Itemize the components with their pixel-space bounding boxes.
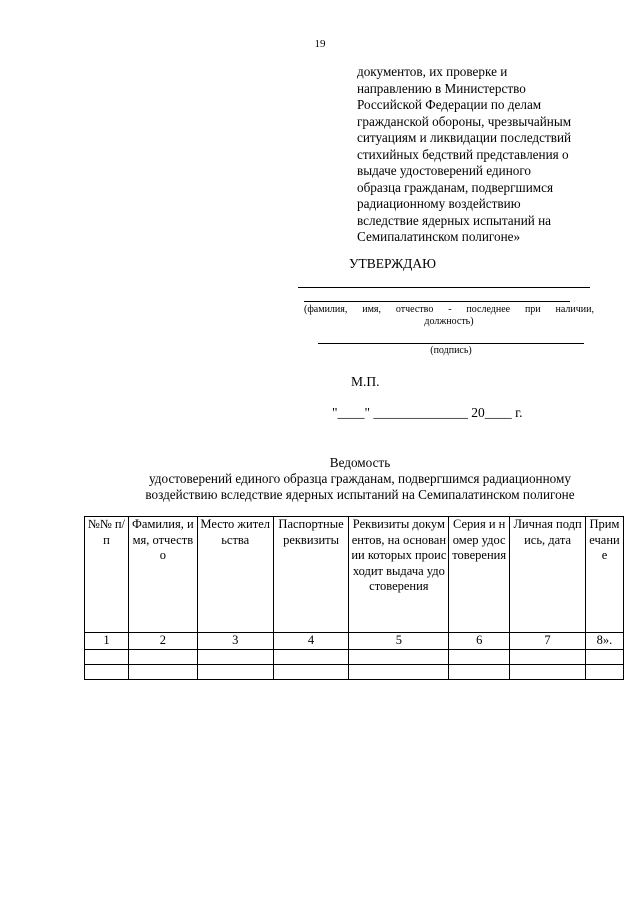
column-number: 5 [349,633,449,650]
register-table [84,516,624,680]
table-header-row [85,517,624,633]
table-cell [85,649,129,664]
fio-caption-word: при [524,304,541,315]
table-cell [273,664,349,679]
column-header: Личная подпись, дата [510,517,586,633]
header-line: радиационному воздействию [357,196,521,211]
fio-line [304,301,570,302]
header-line: выдаче удостоверений единого [357,163,532,178]
fio-caption-word: отчество [395,304,434,315]
column-number: 3 [197,633,273,650]
table-cell [510,664,586,679]
stamp-place: М.П. [351,374,380,389]
column-header: Реквизиты документов, на основании которых происходит выдача удостоверения [349,517,449,633]
page-number: 19 [314,38,326,50]
column-header: Серия и номер удостоверения [449,517,510,633]
fio-caption-word: последнее [466,304,511,315]
fio-caption-word: (фамилия, [304,304,348,315]
table-cell [197,649,273,664]
approve-heading: УТВЕРЖДАЮ [349,256,437,271]
header-line: стихийных бедствий представления о [357,146,569,162]
table-cell [449,649,510,664]
column-number: 1 [85,633,129,650]
table-cell [197,664,273,679]
table-cell [128,664,197,679]
column-header: Паспортные реквизиты [273,517,349,633]
header-line: образца гражданам, подвергшимся [357,179,554,195]
table-cell [349,664,449,679]
header-line: Семипалатинском полигоне» [357,229,521,244]
title-line-1: Ведомость [329,455,391,470]
table-cell [510,649,586,664]
table-cell [85,664,129,679]
signature-caption: (подпись) [430,345,472,356]
table-row [85,649,624,664]
fio-caption-word: наличии, [555,304,594,315]
title-line-2: удостоверений единого образца гражданам, подвергшимся радиационному [149,471,571,486]
approve-signatory-line [298,287,590,288]
column-number: 8». [585,633,623,650]
document-title [60,455,640,503]
column-number: 6 [449,633,510,650]
header-line: направлению в Министерство [357,80,526,96]
fio-caption-line1 [304,304,594,316]
header-line: вследствие ядерных испытаний на [357,212,552,228]
column-header: Место жительства [197,517,273,633]
date-line: "____" ______________ 20____ г. [332,405,523,420]
header-line: Российской Федерации по делам [357,97,542,112]
table-cell [585,649,623,664]
table-cell [585,664,623,679]
fio-caption-word: имя, [362,304,382,315]
column-header: Фамилия, имя, отчество [128,517,197,633]
table-cell [128,649,197,664]
title-line-3: воздействию вследствие ядерных испытаний на Семипалатинском полигоне [145,487,575,502]
table-cell [349,649,449,664]
column-header: Примечание [585,517,623,633]
table-cell [273,649,349,664]
column-number: 7 [510,633,586,650]
column-header: №№ п/п [85,517,129,633]
column-number: 2 [128,633,197,650]
header-line: гражданской обороны, чрезвычайным [357,113,572,129]
table-number-row [85,633,624,650]
table-cell [449,664,510,679]
fio-caption-line2: должность) [424,316,474,327]
fio-caption-word: - [448,304,452,315]
table-row [85,664,624,679]
header-line: ситуациям и ликвидации последствий [357,130,572,145]
fio-caption [304,304,594,328]
header-text [357,64,597,246]
column-number: 4 [273,633,349,650]
signature-line [318,343,584,344]
header-line: документов, их проверке и [357,64,508,79]
